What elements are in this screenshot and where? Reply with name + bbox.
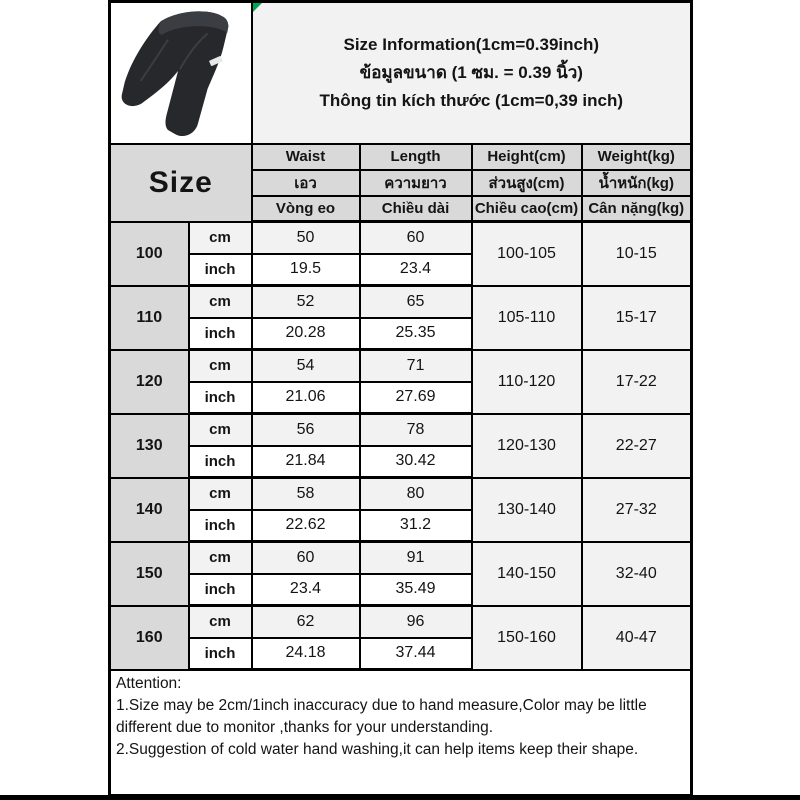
- waist-inch-value: 22.62: [252, 510, 360, 542]
- weight-range: 17-22: [582, 350, 692, 414]
- size-cell: 100: [110, 222, 189, 286]
- length-cm-value: 71: [360, 350, 472, 382]
- column-header-length-th: ความยาว: [360, 170, 472, 196]
- size-header-cell: Size: [110, 144, 252, 222]
- table-row: [110, 286, 692, 318]
- waist-inch-value: 23.4: [252, 574, 360, 606]
- size-cell: 160: [110, 606, 189, 670]
- size-cell: 110: [110, 286, 189, 350]
- unit-cm-cell: cm: [189, 350, 252, 382]
- product-image-cell: [110, 2, 252, 144]
- attention-note-1: 1.Size may be 2cm/1inch inaccuracy due to hand measure,Color may be little different due to monitor ,thanks for your understanding.: [116, 697, 647, 736]
- length-cm-value: 65: [360, 286, 472, 318]
- waist-cm-value: 62: [252, 606, 360, 638]
- unit-inch-cell: inch: [189, 382, 252, 414]
- title-line-en: Size Information(1cm=0.39inch): [343, 34, 600, 54]
- table-row: [110, 414, 692, 446]
- column-header-waist-en: Waist: [252, 144, 360, 170]
- column-header-height-en: Height(cm): [472, 144, 582, 170]
- weight-range: 15-17: [582, 286, 692, 350]
- column-header-weight-en: Weight(kg): [582, 144, 692, 170]
- length-cm-value: 96: [360, 606, 472, 638]
- column-header-weight-th: น้ำหนัก(kg): [582, 170, 692, 196]
- table-row: [110, 606, 692, 638]
- waist-inch-value: 19.5: [252, 254, 360, 286]
- height-range: 150-160: [472, 606, 582, 670]
- length-inch-value: 30.42: [360, 446, 472, 478]
- length-cm-value: 60: [360, 222, 472, 254]
- height-range: 110-120: [472, 350, 582, 414]
- size-chart-table: [108, 0, 693, 797]
- attention-heading: Attention:: [116, 675, 182, 692]
- length-cm-value: 80: [360, 478, 472, 510]
- height-range: 130-140: [472, 478, 582, 542]
- green-corner-marker: [253, 3, 262, 12]
- unit-cm-cell: cm: [189, 542, 252, 574]
- waist-cm-value: 56: [252, 414, 360, 446]
- length-inch-value: 27.69: [360, 382, 472, 414]
- waist-inch-value: 21.06: [252, 382, 360, 414]
- height-range: 140-150: [472, 542, 582, 606]
- unit-cm-cell: cm: [189, 286, 252, 318]
- size-cell: 130: [110, 414, 189, 478]
- table-row: [110, 542, 692, 574]
- title-cell: [252, 2, 692, 144]
- table-row: [110, 222, 692, 254]
- pants-image: [111, 4, 251, 142]
- title-line-th: ข้อมูลขนาด (1 ซม. = 0.39 นิ้ว): [359, 62, 583, 82]
- unit-cm-cell: cm: [189, 606, 252, 638]
- attention-cell: [110, 670, 692, 796]
- height-range: 105-110: [472, 286, 582, 350]
- unit-inch-cell: inch: [189, 254, 252, 286]
- waist-cm-value: 52: [252, 286, 360, 318]
- attention-note-2: 2.Suggestion of cold water hand washing,it can help items keep their shape.: [116, 741, 639, 758]
- weight-range: 10-15: [582, 222, 692, 286]
- weight-range: 22-27: [582, 414, 692, 478]
- pants-graphic: [111, 4, 251, 142]
- unit-inch-cell: inch: [189, 318, 252, 350]
- column-header-height-vi: Chiều cao(cm): [472, 196, 582, 222]
- waist-cm-value: 58: [252, 478, 360, 510]
- size-cell: 120: [110, 350, 189, 414]
- unit-cm-cell: cm: [189, 478, 252, 510]
- waist-inch-value: 20.28: [252, 318, 360, 350]
- unit-cm-cell: cm: [189, 414, 252, 446]
- title-line-vi: Thông tin kích thước (1cm=0,39 inch): [319, 90, 624, 110]
- waist-cm-value: 54: [252, 350, 360, 382]
- unit-inch-cell: inch: [189, 446, 252, 478]
- waist-inch-value: 24.18: [252, 638, 360, 670]
- column-header-length-vi: Chiều dài: [360, 196, 472, 222]
- weight-range: 40-47: [582, 606, 692, 670]
- length-inch-value: 37.44: [360, 638, 472, 670]
- length-inch-value: 31.2: [360, 510, 472, 542]
- waist-cm-value: 50: [252, 222, 360, 254]
- weight-range: 27-32: [582, 478, 692, 542]
- height-range: 120-130: [472, 414, 582, 478]
- table-row: [110, 478, 692, 510]
- unit-inch-cell: inch: [189, 510, 252, 542]
- bottom-bar: [0, 795, 800, 800]
- unit-inch-cell: inch: [189, 574, 252, 606]
- length-cm-value: 78: [360, 414, 472, 446]
- size-cell: 150: [110, 542, 189, 606]
- length-cm-value: 91: [360, 542, 472, 574]
- column-header-waist-th: เอว: [252, 170, 360, 196]
- unit-cm-cell: cm: [189, 222, 252, 254]
- weight-range: 32-40: [582, 542, 692, 606]
- column-header-waist-vi: Vòng eo: [252, 196, 360, 222]
- column-header-height-th: ส่วนสูง(cm): [472, 170, 582, 196]
- column-header-length-en: Length: [360, 144, 472, 170]
- unit-inch-cell: inch: [189, 638, 252, 670]
- length-inch-value: 25.35: [360, 318, 472, 350]
- waist-cm-value: 60: [252, 542, 360, 574]
- size-table-body: [110, 222, 692, 670]
- length-inch-value: 23.4: [360, 254, 472, 286]
- length-inch-value: 35.49: [360, 574, 472, 606]
- waist-inch-value: 21.84: [252, 446, 360, 478]
- table-row: [110, 350, 692, 382]
- size-cell: 140: [110, 478, 189, 542]
- column-header-weight-vi: Cân nặng(kg): [582, 196, 692, 222]
- height-range: 100-105: [472, 222, 582, 286]
